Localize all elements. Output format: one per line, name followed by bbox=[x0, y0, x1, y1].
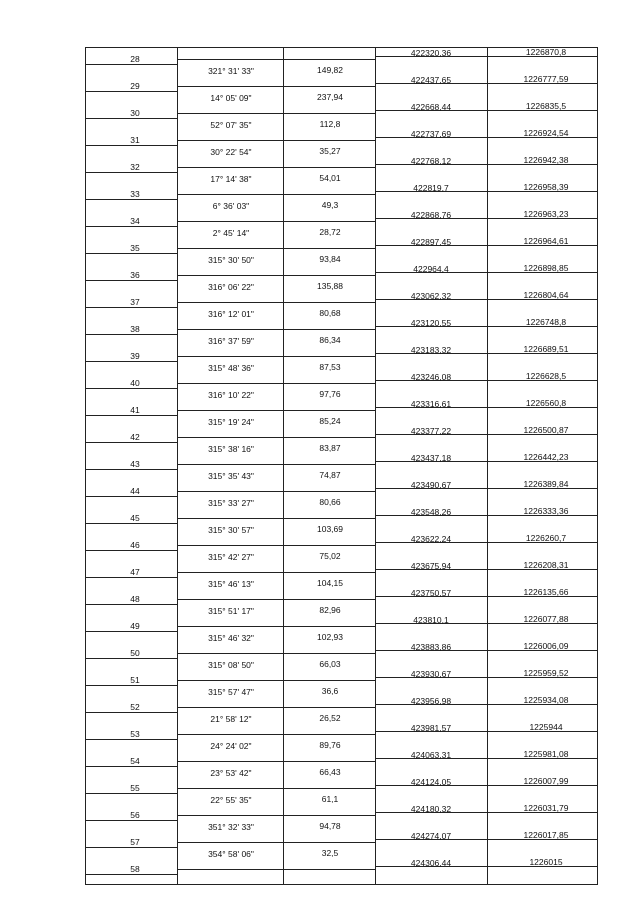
point-number: 56 bbox=[130, 810, 140, 820]
point-number: 37 bbox=[130, 297, 140, 307]
segment-distance: 35,27 bbox=[319, 146, 341, 156]
grid-line-horizontal bbox=[85, 712, 177, 713]
bearing-angle: 315° 51' 17" bbox=[208, 606, 254, 616]
bearing-angle: 2° 45' 14" bbox=[212, 228, 250, 238]
grid-line-horizontal bbox=[177, 761, 375, 762]
coord-y: 1226017,85 bbox=[523, 830, 569, 840]
coord-y: 1225944 bbox=[529, 722, 563, 732]
grid-line-horizontal bbox=[85, 64, 177, 65]
grid-line-horizontal bbox=[85, 793, 177, 794]
coord-x: 423622,24 bbox=[410, 534, 452, 544]
point-number: 35 bbox=[130, 243, 140, 253]
coord-x: 424274,07 bbox=[410, 831, 452, 841]
point-number: 41 bbox=[130, 405, 140, 415]
bearing-angle: 23° 53' 42" bbox=[210, 768, 252, 778]
point-number: 55 bbox=[130, 783, 140, 793]
grid-line-horizontal bbox=[85, 388, 177, 389]
coord-x: 423437,18 bbox=[410, 453, 452, 463]
coord-x: 423316,61 bbox=[410, 399, 452, 409]
coord-y: 1226628,5 bbox=[525, 371, 567, 381]
grid-line-horizontal bbox=[85, 253, 177, 254]
grid-line-horizontal bbox=[85, 604, 177, 605]
grid-line-horizontal bbox=[85, 874, 177, 875]
grid-line-horizontal bbox=[85, 766, 177, 767]
segment-distance: 80,66 bbox=[319, 497, 341, 507]
coord-x: 423548,26 bbox=[410, 507, 452, 517]
grid-line-horizontal bbox=[85, 469, 177, 470]
point-number: 49 bbox=[130, 621, 140, 631]
grid-line-horizontal bbox=[85, 307, 177, 308]
grid-line-horizontal bbox=[177, 815, 375, 816]
coord-y: 1226942,38 bbox=[523, 155, 569, 165]
point-number: 40 bbox=[130, 378, 140, 388]
coord-y: 1226031,79 bbox=[523, 803, 569, 813]
point-number: 38 bbox=[130, 324, 140, 334]
bearing-angle: 315° 46' 32" bbox=[208, 633, 254, 643]
coord-x: 424180,32 bbox=[410, 804, 452, 814]
segment-distance: 36,6 bbox=[321, 686, 339, 696]
grid-line-horizontal bbox=[85, 523, 177, 524]
coord-x: 424306,44 bbox=[410, 858, 452, 868]
bearing-angle: 321° 31' 33" bbox=[208, 66, 254, 76]
bearing-angle: 24° 24' 02" bbox=[210, 741, 252, 751]
bearing-angle: 17° 14' 38" bbox=[210, 174, 252, 184]
coord-x: 423183,32 bbox=[410, 345, 452, 355]
coord-y: 1226898,85 bbox=[523, 263, 569, 273]
grid-line-horizontal bbox=[177, 842, 375, 843]
grid-line-horizontal bbox=[177, 86, 375, 87]
segment-distance: 32,5 bbox=[321, 848, 339, 858]
point-number: 51 bbox=[130, 675, 140, 685]
bearing-angle: 30° 22' 54" bbox=[210, 147, 252, 157]
grid-line-horizontal bbox=[177, 140, 375, 141]
point-number: 52 bbox=[130, 702, 140, 712]
grid-line-horizontal bbox=[177, 329, 375, 330]
point-number: 58 bbox=[130, 864, 140, 874]
coord-x: 422897,45 bbox=[410, 237, 452, 247]
coord-x: 422964,4 bbox=[413, 264, 449, 274]
grid-line-horizontal bbox=[177, 680, 375, 681]
segment-distance: 104,15 bbox=[317, 578, 343, 588]
point-number: 31 bbox=[130, 135, 140, 145]
coord-y: 1226963,23 bbox=[523, 209, 569, 219]
coord-y: 1226964,61 bbox=[523, 236, 569, 246]
coord-y: 1226442,23 bbox=[523, 452, 569, 462]
point-number: 50 bbox=[130, 648, 140, 658]
point-number: 30 bbox=[130, 108, 140, 118]
coord-y: 1225981,08 bbox=[523, 749, 569, 759]
bearing-angle: 315° 30' 50" bbox=[208, 255, 254, 265]
grid-line-horizontal bbox=[177, 545, 375, 546]
grid-line-horizontal bbox=[85, 631, 177, 632]
segment-distance: 83,87 bbox=[319, 443, 341, 453]
segment-distance: 80,68 bbox=[319, 308, 341, 318]
point-number: 29 bbox=[130, 81, 140, 91]
bearing-angle: 315° 19' 24" bbox=[208, 417, 254, 427]
point-number: 44 bbox=[130, 486, 140, 496]
point-number: 53 bbox=[130, 729, 140, 739]
coord-x: 423810,1 bbox=[413, 615, 449, 625]
segment-distance: 87,53 bbox=[319, 362, 341, 372]
point-number: 33 bbox=[130, 189, 140, 199]
coord-y: 1226835,5 bbox=[525, 101, 567, 111]
coord-y: 1226870,8 bbox=[525, 47, 567, 57]
coord-y: 1226135,66 bbox=[523, 587, 569, 597]
segment-distance: 149,82 bbox=[317, 65, 343, 75]
segment-distance: 103,69 bbox=[317, 524, 343, 534]
bearing-angle: 354° 58' 06" bbox=[208, 849, 254, 859]
coord-y: 1226958,39 bbox=[523, 182, 569, 192]
bearing-angle: 315° 57' 47" bbox=[208, 687, 254, 697]
grid-line-horizontal bbox=[177, 383, 375, 384]
grid-line-vertical bbox=[177, 47, 178, 884]
grid-line-horizontal bbox=[85, 172, 177, 173]
grid-line-horizontal bbox=[177, 167, 375, 168]
segment-distance: 85,24 bbox=[319, 416, 341, 426]
grid-line-horizontal bbox=[85, 145, 177, 146]
grid-line-horizontal bbox=[85, 820, 177, 821]
grid-line-horizontal bbox=[85, 847, 177, 848]
coord-y: 1226007,99 bbox=[523, 776, 569, 786]
coord-y: 1225959,52 bbox=[523, 668, 569, 678]
coord-x: 423246,08 bbox=[410, 372, 452, 382]
point-number: 57 bbox=[130, 837, 140, 847]
coord-x: 424063,31 bbox=[410, 750, 452, 760]
grid-line-horizontal bbox=[85, 658, 177, 659]
coord-x: 423675,94 bbox=[410, 561, 452, 571]
coord-x: 422320,36 bbox=[410, 48, 452, 58]
coord-x: 423750,57 bbox=[410, 588, 452, 598]
bearing-angle: 315° 33' 27" bbox=[208, 498, 254, 508]
grid-line-horizontal bbox=[85, 496, 177, 497]
grid-line-vertical bbox=[283, 47, 284, 884]
grid-line-horizontal bbox=[85, 415, 177, 416]
coord-y: 1226260,7 bbox=[525, 533, 567, 543]
coord-x: 423490,67 bbox=[410, 480, 452, 490]
grid-line-horizontal bbox=[177, 491, 375, 492]
coord-x: 424124,05 bbox=[410, 777, 452, 787]
bearing-angle: 6° 36' 03" bbox=[212, 201, 250, 211]
grid-line-horizontal bbox=[177, 599, 375, 600]
grid-line-horizontal bbox=[177, 464, 375, 465]
segment-distance: 112,8 bbox=[319, 119, 341, 129]
grid-line-horizontal bbox=[177, 653, 375, 654]
segment-distance: 26,52 bbox=[319, 713, 341, 723]
segment-distance: 54,01 bbox=[319, 173, 341, 183]
bearing-angle: 22° 55' 35" bbox=[210, 795, 252, 805]
bearing-angle: 315° 42' 27" bbox=[208, 552, 254, 562]
grid-line-horizontal bbox=[177, 302, 375, 303]
coord-x: 422737,69 bbox=[410, 129, 452, 139]
grid-line-horizontal bbox=[85, 550, 177, 551]
segment-distance: 135,88 bbox=[317, 281, 343, 291]
coord-y: 1226006,09 bbox=[523, 641, 569, 651]
coord-y: 1225934,08 bbox=[523, 695, 569, 705]
grid-line-horizontal bbox=[85, 334, 177, 335]
coord-y: 1226777,59 bbox=[523, 74, 569, 84]
grid-line-horizontal bbox=[177, 113, 375, 114]
coord-y: 1226389,84 bbox=[523, 479, 569, 489]
point-number: 36 bbox=[130, 270, 140, 280]
bearing-angle: 316° 10' 22" bbox=[208, 390, 254, 400]
coord-x: 422437,65 bbox=[410, 75, 452, 85]
coord-y: 1226015 bbox=[529, 857, 563, 867]
point-number: 54 bbox=[130, 756, 140, 766]
segment-distance: 82,96 bbox=[319, 605, 341, 615]
coord-y: 1226804,64 bbox=[523, 290, 569, 300]
coord-x: 423883,86 bbox=[410, 642, 452, 652]
segment-distance: 93,84 bbox=[319, 254, 341, 264]
bearing-angle: 316° 06' 22" bbox=[208, 282, 254, 292]
segment-distance: 66,03 bbox=[319, 659, 341, 669]
grid-line-horizontal bbox=[177, 194, 375, 195]
grid-line-horizontal bbox=[177, 707, 375, 708]
segment-distance: 97,76 bbox=[319, 389, 341, 399]
grid-line-horizontal bbox=[177, 221, 375, 222]
coord-x: 423377,22 bbox=[410, 426, 452, 436]
grid-line-horizontal bbox=[177, 410, 375, 411]
point-number: 42 bbox=[130, 432, 140, 442]
grid-line-horizontal bbox=[177, 356, 375, 357]
grid-line-horizontal bbox=[85, 442, 177, 443]
grid-line-horizontal bbox=[177, 275, 375, 276]
grid-line-horizontal bbox=[85, 226, 177, 227]
bearing-angle: 351° 32' 33" bbox=[208, 822, 254, 832]
point-number: 47 bbox=[130, 567, 140, 577]
bearing-angle: 315° 46' 13" bbox=[208, 579, 254, 589]
coord-y: 1226689,51 bbox=[523, 344, 569, 354]
grid-line-horizontal bbox=[177, 59, 375, 60]
bearing-angle: 315° 38' 16" bbox=[208, 444, 254, 454]
grid-line-horizontal bbox=[85, 361, 177, 362]
coord-x: 422668,44 bbox=[410, 102, 452, 112]
point-number: 48 bbox=[130, 594, 140, 604]
segment-distance: 86,34 bbox=[319, 335, 341, 345]
bearing-angle: 14° 05' 09" bbox=[210, 93, 252, 103]
grid-line-horizontal bbox=[177, 437, 375, 438]
coord-x: 423120,55 bbox=[410, 318, 452, 328]
grid-line-horizontal bbox=[85, 91, 177, 92]
coord-x: 423930,67 bbox=[410, 669, 452, 679]
coord-y: 1226500,87 bbox=[523, 425, 569, 435]
segment-distance: 89,76 bbox=[319, 740, 341, 750]
grid-line-horizontal bbox=[177, 734, 375, 735]
coord-x: 422768,12 bbox=[410, 156, 452, 166]
grid-line-horizontal bbox=[177, 572, 375, 573]
segment-distance: 49,3 bbox=[321, 200, 339, 210]
point-number: 32 bbox=[130, 162, 140, 172]
grid-line-horizontal bbox=[177, 869, 375, 870]
grid-line-horizontal bbox=[85, 739, 177, 740]
grid-line-horizontal bbox=[85, 118, 177, 119]
coord-x: 423956,98 bbox=[410, 696, 452, 706]
segment-distance: 61,1 bbox=[321, 794, 339, 804]
point-number: 39 bbox=[130, 351, 140, 361]
point-number: 28 bbox=[130, 54, 140, 64]
segment-distance: 102,93 bbox=[317, 632, 343, 642]
point-number: 45 bbox=[130, 513, 140, 523]
coord-y: 1226924,54 bbox=[523, 128, 569, 138]
bearing-angle: 315° 08' 50" bbox=[208, 660, 254, 670]
bearing-angle: 316° 37' 59" bbox=[208, 336, 254, 346]
segment-distance: 74,87 bbox=[319, 470, 341, 480]
segment-distance: 237,94 bbox=[317, 92, 343, 102]
grid-line-horizontal bbox=[177, 248, 375, 249]
coord-x: 423062,32 bbox=[410, 291, 452, 301]
grid-line-horizontal bbox=[85, 280, 177, 281]
grid-line-horizontal bbox=[177, 788, 375, 789]
coord-x: 422868,76 bbox=[410, 210, 452, 220]
point-number: 46 bbox=[130, 540, 140, 550]
grid-line-horizontal bbox=[177, 518, 375, 519]
coord-y: 1226208,31 bbox=[523, 560, 569, 570]
coord-y: 1226077,88 bbox=[523, 614, 569, 624]
coord-x: 423981,57 bbox=[410, 723, 452, 733]
coord-x: 422819,7 bbox=[413, 183, 449, 193]
point-number: 34 bbox=[130, 216, 140, 226]
segment-distance: 75,02 bbox=[319, 551, 341, 561]
grid-line-horizontal bbox=[85, 199, 177, 200]
segment-distance: 94,78 bbox=[319, 821, 341, 831]
bearing-angle: 52° 07' 35" bbox=[210, 120, 252, 130]
segment-distance: 28,72 bbox=[319, 227, 341, 237]
bearing-angle: 21° 58' 12" bbox=[210, 714, 252, 724]
bearing-angle: 316° 12' 01" bbox=[208, 309, 254, 319]
grid-line-horizontal bbox=[177, 626, 375, 627]
bearing-angle: 315° 30' 57" bbox=[208, 525, 254, 535]
point-number: 43 bbox=[130, 459, 140, 469]
grid-line-horizontal bbox=[85, 685, 177, 686]
grid-line-horizontal bbox=[85, 884, 598, 885]
segment-distance: 66,43 bbox=[319, 767, 341, 777]
bearing-angle: 315° 48' 36" bbox=[208, 363, 254, 373]
grid-line-horizontal bbox=[85, 577, 177, 578]
coord-y: 1226748,8 bbox=[525, 317, 567, 327]
coord-y: 1226560,8 bbox=[525, 398, 567, 408]
coord-y: 1226333,36 bbox=[523, 506, 569, 516]
bearing-angle: 315° 35' 43" bbox=[208, 471, 254, 481]
